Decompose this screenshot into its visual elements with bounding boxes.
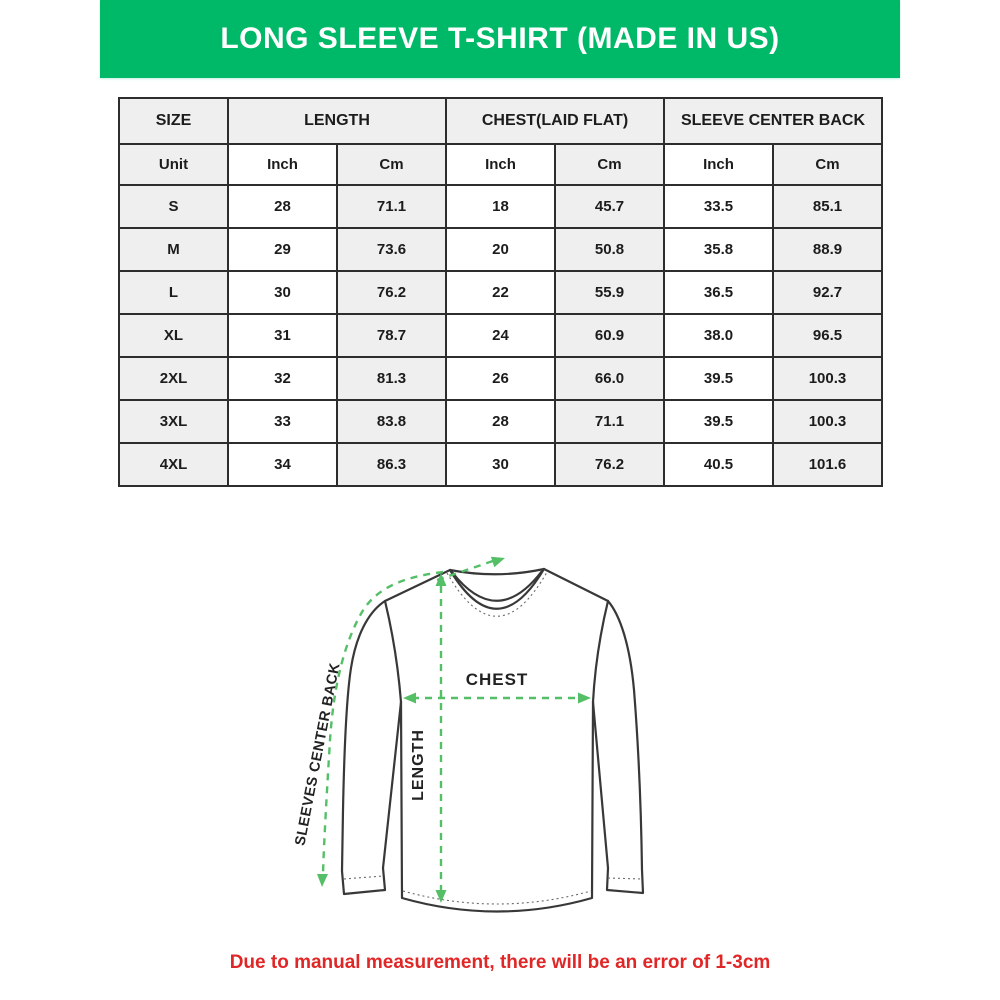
unit-cell: Cm <box>773 144 882 185</box>
value-cell: 30 <box>228 271 337 314</box>
table-row-l <box>119 271 882 314</box>
size-chart-table <box>118 97 883 487</box>
table-row-4xl <box>119 443 882 486</box>
value-cell: 29 <box>228 228 337 271</box>
value-cell: 33 <box>228 400 337 443</box>
length-label: LENGTH <box>410 729 427 801</box>
table-row-2xl <box>119 357 882 400</box>
tshirt-outline <box>342 569 643 912</box>
value-cell: 34 <box>228 443 337 486</box>
value-cell: 32 <box>228 357 337 400</box>
size-cell: L <box>119 271 228 314</box>
unit-cell: Inch <box>664 144 773 185</box>
table-row-m <box>119 228 882 271</box>
measurement-arrows <box>317 557 591 903</box>
value-cell: 78.7 <box>337 314 446 357</box>
size-cell: S <box>119 185 228 228</box>
size-cell: XL <box>119 314 228 357</box>
value-cell: 24 <box>446 314 555 357</box>
col-header-size: SIZE <box>119 98 228 144</box>
value-cell: 45.7 <box>555 185 664 228</box>
value-cell: 18 <box>446 185 555 228</box>
value-cell: 96.5 <box>773 314 882 357</box>
value-cell: 38.0 <box>664 314 773 357</box>
value-cell: 85.1 <box>773 185 882 228</box>
value-cell: 101.6 <box>773 443 882 486</box>
col-header-chest: CHEST(LAID FLAT) <box>446 98 664 144</box>
value-cell: 81.3 <box>337 357 446 400</box>
table-header-row <box>119 98 882 144</box>
value-cell: 28 <box>228 185 337 228</box>
col-header-sleeve: SLEEVE CENTER BACK <box>664 98 882 144</box>
value-cell: 71.1 <box>337 185 446 228</box>
chest-label: CHEST <box>465 670 529 689</box>
value-cell: 92.7 <box>773 271 882 314</box>
value-cell: 36.5 <box>664 271 773 314</box>
value-cell: 76.2 <box>555 443 664 486</box>
header-banner <box>100 0 900 78</box>
value-cell: 71.1 <box>555 400 664 443</box>
value-cell: 66.0 <box>555 357 664 400</box>
value-cell: 30 <box>446 443 555 486</box>
tshirt-diagram <box>280 545 720 935</box>
size-cell: 4XL <box>119 443 228 486</box>
value-cell: 40.5 <box>664 443 773 486</box>
unit-cell: Cm <box>337 144 446 185</box>
value-cell: 35.8 <box>664 228 773 271</box>
unit-cell: Inch <box>228 144 337 185</box>
unit-cell: Inch <box>446 144 555 185</box>
value-cell: 100.3 <box>773 357 882 400</box>
value-cell: 60.9 <box>555 314 664 357</box>
unit-cell: Cm <box>555 144 664 185</box>
table-row-xl <box>119 314 882 357</box>
value-cell: 22 <box>446 271 555 314</box>
value-cell: 26 <box>446 357 555 400</box>
table-row-s <box>119 185 882 228</box>
unit-cell: Unit <box>119 144 228 185</box>
size-cell: 2XL <box>119 357 228 400</box>
size-cell: M <box>119 228 228 271</box>
page-title: LONG SLEEVE T-SHIRT (MADE IN US) <box>220 22 780 55</box>
value-cell: 76.2 <box>337 271 446 314</box>
value-cell: 50.8 <box>555 228 664 271</box>
size-cell: 3XL <box>119 400 228 443</box>
value-cell: 39.5 <box>664 357 773 400</box>
value-cell: 73.6 <box>337 228 446 271</box>
value-cell: 100.3 <box>773 400 882 443</box>
value-cell: 31 <box>228 314 337 357</box>
value-cell: 39.5 <box>664 400 773 443</box>
value-cell: 20 <box>446 228 555 271</box>
table-row-3xl <box>119 400 882 443</box>
unit-row <box>119 144 882 185</box>
col-header-length: LENGTH <box>228 98 446 144</box>
value-cell: 28 <box>446 400 555 443</box>
value-cell: 86.3 <box>337 443 446 486</box>
value-cell: 55.9 <box>555 271 664 314</box>
value-cell: 33.5 <box>664 185 773 228</box>
value-cell: 83.8 <box>337 400 446 443</box>
value-cell: 88.9 <box>773 228 882 271</box>
sleeve-center-back-label: SLEEVES CENTER BACK <box>292 661 344 848</box>
measurement-note: Due to manual measurement, there will be an error of 1-3cm <box>229 952 771 973</box>
